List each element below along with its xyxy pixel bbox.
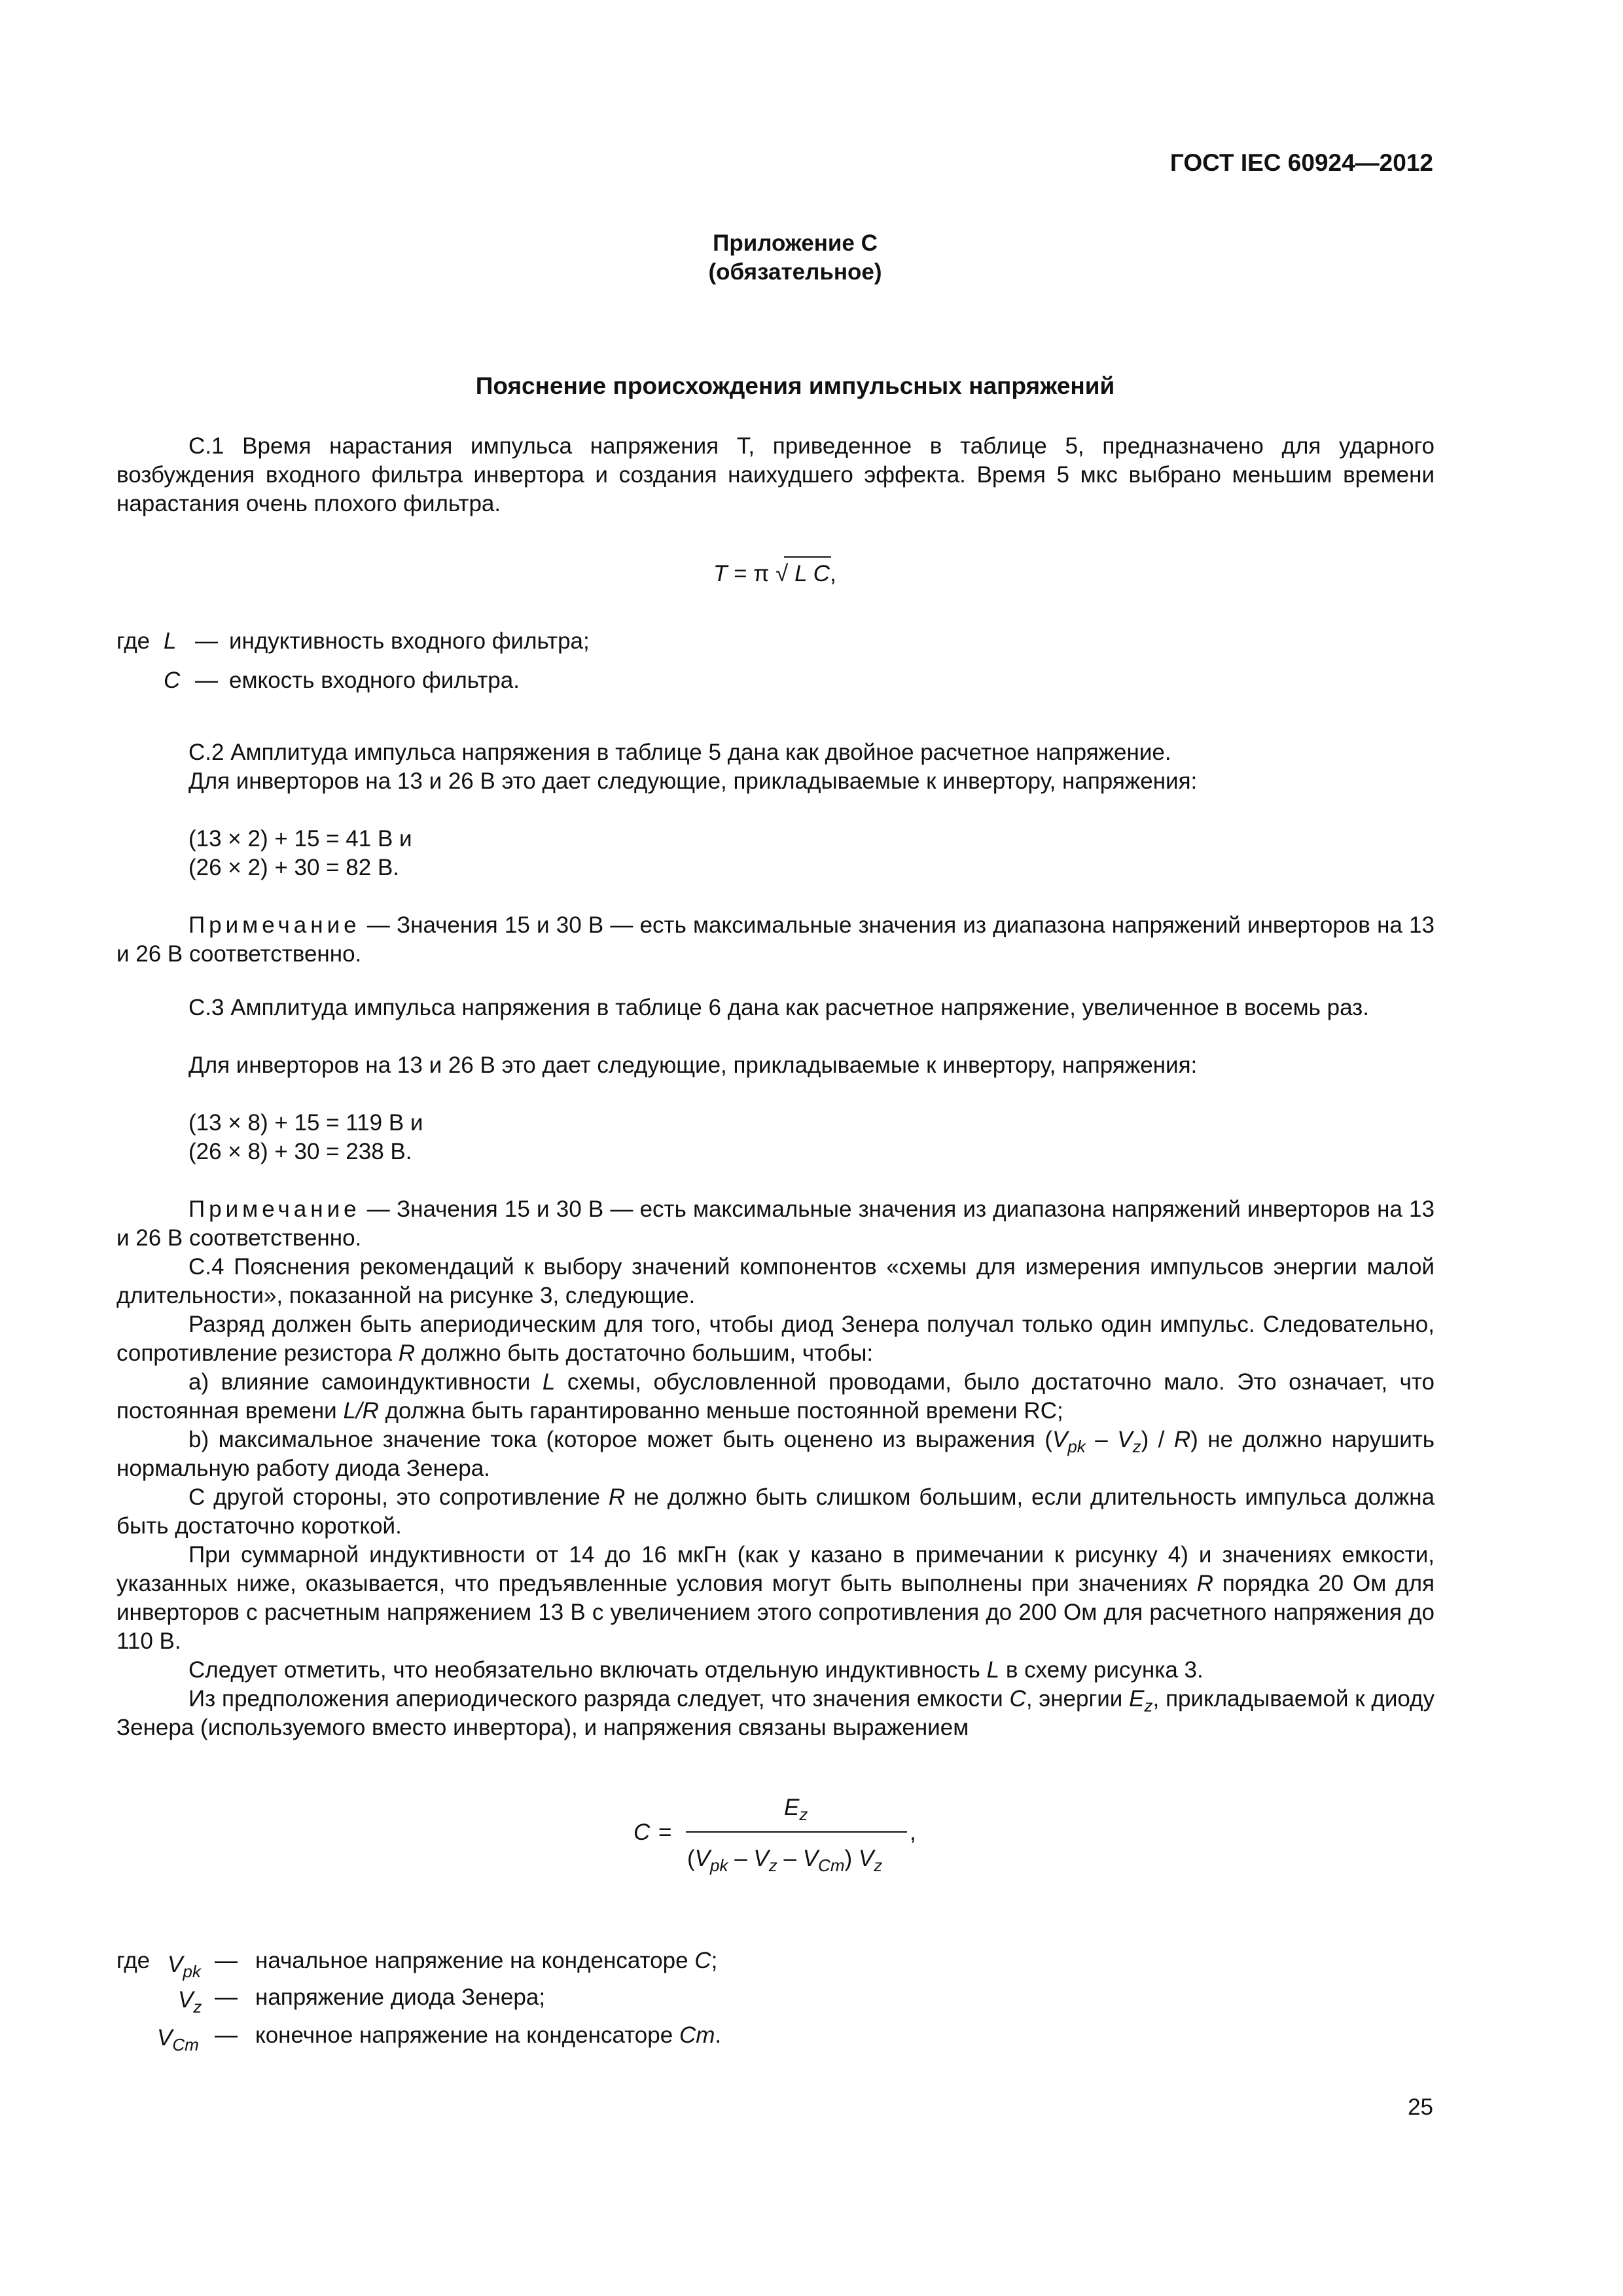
note-label: Примечание	[188, 1196, 361, 1222]
paragraph-c4-note-l: Следует отметить, что необязательно включать отдельную индуктивность L в схему рисунка 3.	[188, 1657, 1204, 1683]
def-dash-L: —	[195, 628, 218, 654]
formula-c-lhs: C	[633, 1820, 651, 1845]
paragraph-c2: С.2 Амплитуда импульса напряжения в таблице 5 дана как двойное расчетное напряжение.	[188, 740, 1171, 765]
paragraph-c3-voltages: Для инверторов на 13 и 26 В это дает следующие, прикладываемые к инвертору, напряжения:	[188, 1052, 1198, 1078]
def-text-vz: напряжение диода Зенера;	[255, 1984, 546, 2010]
def-symbol-vz: $V_z$	[178, 1987, 202, 2017]
formula-tail: ,	[829, 561, 836, 586]
annex-status: (обязательное)	[708, 259, 882, 285]
paragraph-c4-resistance: С другой стороны, это сопротивление R не должно быть слишком большим, если длительность импульса должна быть достаточно короткой.	[116, 1484, 1435, 1539]
def-dash-vcm: —	[215, 2022, 238, 2048]
paragraph-c4-inductance: При суммарной индуктивности от 14 до 16 мкГн (как у казано в примечании к рисунку 4) и значениях емкости, указанных ниже, оказывается, что предъявленные условия могут быть выполнены при значениях R порядка 20 Ом для инверторов с расчетным напряжением 13 В с увеличением этого сопротивления до 200 Ом для расчетного напряжения до 110 В.	[116, 1542, 1435, 1654]
equation-c3-1: (13 × 8) + 15 = 119 В и	[188, 1110, 423, 1136]
equation-c2-2: (26 × 2) + 30 = 82 В.	[188, 855, 400, 880]
paragraph-c4-item-b: b) максимальное значение тока (которое может быть оценено из выражения $(V_{pk} - V_z) / R$) не должно нарушить нормальную работу диода Зенера.	[116, 1427, 1435, 1481]
def-dash-C: —	[195, 668, 218, 693]
formula-eq: = π √	[734, 561, 789, 586]
paragraph-c3: С.3 Амплитуда импульса напряжения в таблице 6 дана как расчетное напряжение, увеличенное в восемь раз.	[188, 995, 1369, 1020]
def-text-C: емкость входного фильтра.	[229, 668, 520, 693]
paragraph-c4-capacitance: Из предположения апериодического разряда следует, что значения емкости C, энергии $E_z$, прикладываемой к диоду Зенера (используемого вместо инвертора), и напряжения связаны выражением	[116, 1686, 1435, 1740]
def-symbol-vpk: $V_{pk}$	[168, 1952, 201, 1981]
def-symbol-C: C	[164, 668, 181, 693]
note-c2	[116, 911, 1435, 969]
formula-lhs: T	[713, 561, 728, 586]
formula-c-eq: =	[658, 1820, 672, 1845]
paragraph-c4-item-a: а) влияние самоиндуктивности L схемы, обусловленной проводами, было достаточно мало. Это означает, что постоянная времени L/R должна быть гарантированно меньше постоянной времени RC;	[116, 1369, 1435, 1424]
def-symbol-L: L	[164, 628, 177, 654]
formula-period	[713, 560, 836, 588]
equation-c2-1: (13 × 2) + 15 = 41 В и	[188, 826, 412, 852]
section-title: Пояснение происхождения импульсных напряжений	[475, 372, 1115, 399]
paragraph-c4-intro: С.4 Пояснения рекомендаций к выбору значений компонентов «схемы для измерения импульсов энергии малой длительности», показанной на рисунке 3, следующие.	[116, 1254, 1435, 1308]
def-dash-vpk: —	[215, 1948, 238, 1973]
where-label-1: где	[116, 628, 151, 654]
where-label-2: где	[116, 1948, 151, 1973]
def-text-vcm: конечное напряжение на конденсаторе Cm.	[255, 2022, 722, 2048]
note-label: Примечание	[188, 912, 361, 938]
paragraph-c1: С.1 Время нарастания импульса напряжения Т, приведенное в таблице 5, предназначено для ударного возбуждения входного фильтра инвертора и создания наихудшего эффекта. Время 5 мкс выбрано меньшим времени нарастания очень плохого фильтра.	[116, 433, 1435, 516]
equation-c3-2: (26 × 8) + 30 = 238 В.	[188, 1139, 412, 1164]
def-dash-vz: —	[215, 1984, 238, 2010]
formula-c-denominator: $(V_{pk} - V_z - V_{Cm})$ $V_z$	[687, 1846, 883, 1875]
def-text-L: индуктивность входного фильтра;	[229, 628, 590, 654]
paragraph-c2-voltages: Для инверторов на 13 и 26 В это дает следующие, прикладываемые к инвертору, напряжения:	[188, 768, 1198, 794]
annex-title: Приложение С	[713, 230, 878, 256]
def-symbol-vcm: $V_{Cm}$	[157, 2025, 199, 2054]
note-text: — Значения 15 и 30 В — есть максимальные значения из диапазона напряжений инверторов на 13 и 26 В соответственно.	[116, 912, 1435, 967]
formula-c-tail: ,	[910, 1820, 916, 1845]
formula-c-numerator: $E_z$	[784, 1795, 808, 1824]
page-number: 25	[1408, 2094, 1433, 2120]
radical-overline	[784, 556, 831, 558]
formula-radicand: L C	[794, 561, 830, 586]
fraction-bar	[686, 1831, 907, 1833]
note-text: — Значения 15 и 30 В — есть максимальные значения из диапазона напряжений инверторов на 13 и 26 В соответственно.	[116, 1196, 1435, 1251]
note-c3	[116, 1195, 1435, 1253]
def-text-vpk: начальное напряжение на конденсаторе C;	[255, 1948, 718, 1973]
document-header: ГОСТ IEC 60924—2012	[1169, 149, 1433, 176]
paragraph-c4-aperiodic: Разряд должен быть апериодическим для того, чтобы диод Зенера получал только один импульс. Следовательно, сопротивление резистора R должно быть достаточно большим, чтобы:	[116, 1312, 1435, 1366]
